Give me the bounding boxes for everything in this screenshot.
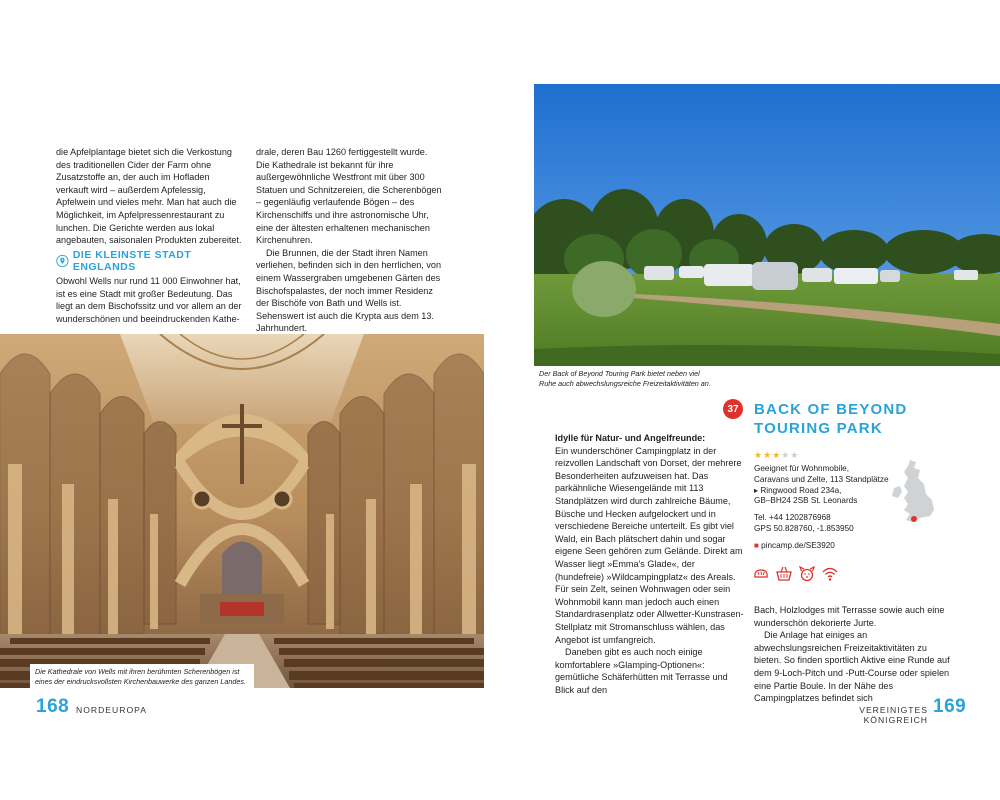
info-web-row [754,541,904,552]
info-gps: GPS 50.828760, -1.853950 [754,523,854,533]
cathedral-photo [0,334,484,688]
campsite-title: BACK OF BEYOND TOURING PARK [754,401,908,437]
right-col2-para1: Bach, Holzlodges mit Terrasse sowie auch eine wunderschön dekorierte Jurte. [754,605,945,628]
cathedral-illustration [0,334,484,688]
campsite-caption: Der Back of Beyond Touring Park bietet neben viel Ruhe auch abwechslungsreiche Freizeitaktivitäten an. [534,366,720,392]
campsite-illustration [534,84,1000,366]
shop-basket-icon [775,565,793,583]
info-web[interactable]: pincamp.de/SE3920 [761,540,835,550]
left-col1-para2: Obwohl Wells nur rund 11 000 Einwohner hat, ist es eine Stadt mit großer Bedeutung. Das liegt an dem Bischofssitz und vor allem an der wunderschönen und beeindruckenden Kathe- [56,275,242,324]
left-text-column-1 [56,146,242,325]
campsite-info [754,464,904,552]
info-tel: Tel. +44 1202876968 [754,513,831,523]
info-line-2: Caravans und Zelte, 113 Standplätze [754,474,889,484]
info-line-1: Geeignet für Wohnmobile, [754,464,849,473]
right-text-column-2 [754,604,954,705]
subheading-text: DIE KLEINSTE STADT ENGLANDS [72,248,192,274]
subheading [56,249,242,274]
left-text-column-2 [256,146,442,335]
left-running-head: NORDEUROPA [76,705,147,715]
rating-stars-filled: ★★★ [754,450,782,460]
map-pin-icon [56,254,69,268]
left-col2-para1: drale, deren Bau 1260 fertiggestellt wurde. Die Kathedrale ist bekannt für ihre außergewöhnliche Westfront mit über 300 Statuen und Schnitzereien, die Scherenbögen – gegenläufig verlaufende Bögen – des Kirchenschiffs und ihre astronomische Uhr, eine der ältesten erhaltenen mechanischen Kirchenuhren. [256,147,442,246]
right-running-head: VEREINIGTES KÖNIGREICH [859,705,928,725]
campsite-number-badge: 37 [723,399,743,419]
dog-icon [798,565,816,583]
uk-map-icon [890,458,940,528]
facility-icons [752,565,839,583]
right-col1-para1: Ein wunderschöner Campingplatz in der reizvollen Landschaft von Dorset, der mehrere Besonderheiten aufzuweisen hat. Das parkähnliche Wiesengelände mit 113 Standplätzen wird durch zahlreiche Bäume, Büsche und Hecken aufgelockert und in verschiedene Bereiche unterteilt. Es gibt viel Wald, ein Bach plätschert dahin und sogar eigene Seen gehören zum Gelände. Direkt am Wasser liegt »Emma's Glade«, der (hundefreie) »Wildcampingplatz« des Areals. Für sein Zelt, seinen Wohnwagen oder sein Wohnmobil kann man jedoch auch einen Standardrasenplatz oder Allwetter-Kunstrasen-Stellplatz mit Stromanschluss wählen, das Angebot ist umfangreich. [555,445,744,645]
right-col2-para2: Die Anlage hat einiges an abwechslungsreichen Freizeitaktivitäten zu bieten. So finden sportlich Aktive eine Runde auf dem 9-Loch-Pitch und -Putt-Course oder spielen eine Partie Boule. In der Nähe des Campingplatzes befindet sich [754,630,950,704]
info-line-4: GB–BH24 2SB St. Leonards [754,496,858,506]
rating-stars-empty: ★★ [781,450,800,460]
right-col1-lead: Idylle für Natur- und Angelfreunde: [555,433,706,443]
rating-stars [754,450,799,461]
right-text-column-1 [555,432,745,696]
left-folio-number: 168 [36,696,70,717]
left-col1-para1: die Apfelplantage bietet sich die Verkostung des traditionellen Cider der Farm ohne Zusatzstoffe an, der auch im Hofladen verkauft wird – außerdem Apfelessig, Apfelwein und vieles mehr. Man hat auch die Möglichkeit, im Apfelpressenrestaurant zu lunchen. Die Gerichte werden aus lokal angebauten, saisonalen Produkten zubereitet. [56,147,242,246]
left-col2-para2: Die Brunnen, die der Stadt ihren Namen verliehen, befinden sich in den herrlichen, von einem Wassergraben umgebenen Gärten des Bischofspalastes, der noch immer Residenz der Bischöfe von Bath und Wells ist. Sehenswert ist auch die Krypta aus dem 13. Jahrhundert. [256,247,442,334]
bread-icon [752,565,770,583]
campsite-photo [534,84,1000,366]
info-line-3: ▸ Ringwood Road 234a, [754,485,842,495]
cathedral-caption: Die Kathedrale von Wells mit ihren berühmten Scherenbögen ist eines der eindrucksvollsten Kirchenbauwerke des ganzen Landes. [30,664,254,690]
right-col1-para2: Daneben gibt es auch noch einige komfortablere »Glamping-Optionen«: gemütliche Schäferhütten mit Terrasse und Blick auf den [555,647,728,695]
right-folio-number: 169 [933,696,967,717]
wifi-icon [821,565,839,583]
web-bullet-icon: ■ [754,540,759,550]
